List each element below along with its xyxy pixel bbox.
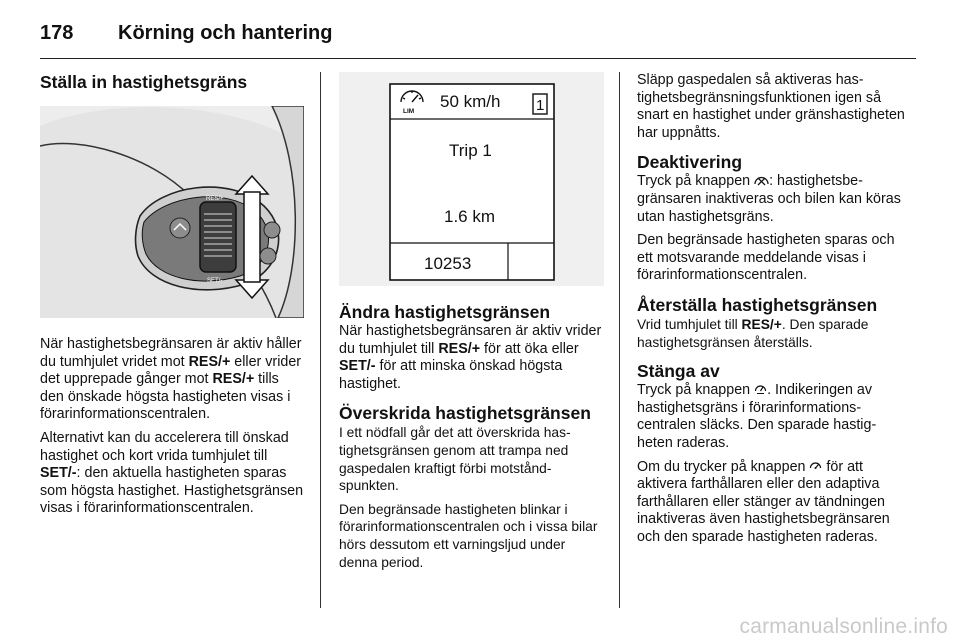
paragraph-change-limit: När hastighetsbegränsaren är aktiv vrider du tumhjulet till RES/+ för att öka eller SET/- för att minska önskad högsta hastighet. <box>339 323 602 392</box>
paragraph-exceed-limit-2: Den begränsade hastigheten blinkar i förarinformationscentralen och i vissa bilar hörs dessutom ett varningsljud under denna period. <box>339 501 598 570</box>
watermark: carmanualsonline.info <box>739 615 948 638</box>
speed-limiter-button-icon <box>754 382 767 395</box>
page-number: 178 <box>40 22 74 44</box>
paragraph-turn-off-1: Tryck på knappen . Indikeringen av hastighetsgräns i förarinformationscentralen släcks. Den sparade hastigheten raderas. <box>637 382 877 451</box>
section-heading-turn-off: Stänga av <box>637 361 720 382</box>
paragraph-reset-limit: Vrid tumhjulet till RES/+. Den sparade hastighetsgränsen återställs. <box>637 316 869 350</box>
paragraph-release-pedal: Släpp gaspedalen så aktiveras hastighetsbegränsningsfunktionen igen så snart en hastighet under gränshastigheten har uppnåtts. <box>637 72 905 141</box>
lim-indicator: LIM <box>403 108 415 115</box>
display-page-indicator: 1 <box>536 97 545 114</box>
section-heading-exceed-limit: Överskrida hastighetsgränsen <box>339 403 591 424</box>
driver-info-display-illustration <box>339 72 604 286</box>
display-odometer: 10253 <box>424 254 472 273</box>
wheel-set-label: SET/- <box>207 278 223 284</box>
paragraph-set-limit-2: Alternativt kan du accelerera till önskad hastighet och kort vrida tumhjulet till SET/-: den aktuella hastigheten sparas som högsta hastighet. Hastighetsgränsen visas i förarinformationscentralen. <box>40 429 304 517</box>
display-trip-distance: 1.6 km <box>444 207 496 226</box>
paragraph-deactivate-2: Den begränsade hastigheten sparas och ett motsvarande meddelande visas i förarinformationscentralen. <box>637 232 895 284</box>
steering-wheel-illustration <box>40 106 304 318</box>
display-trip-label: Trip 1 <box>449 141 492 160</box>
display-speed: 50 km/h <box>440 92 501 111</box>
paragraph-exceed-limit-1: I ett nödfall går det att överskrida hastighetsgränsen genom att trampa ned gaspedalen kraftigt förbi motståndspunkten. <box>339 425 571 494</box>
page-header <box>40 18 920 58</box>
section-heading-change-limit: Ändra hastighetsgränsen <box>339 302 551 322</box>
header-rule <box>40 58 916 59</box>
section-heading-set-limit: Ställa in hastighetsgräns <box>40 72 248 92</box>
cancel-icon <box>754 175 769 186</box>
paragraph-set-limit-1: När hastighetsbegränsaren är aktiv håller du tumhjulet vridet mot RES/+ eller vrider det upprepade gånger mot RES/+ tills den önskade högsta hastigheten visas i förarinformationscentralen. <box>40 336 302 423</box>
column-2 <box>339 72 604 577</box>
paragraph-deactivate-1: Tryck på knappen : hastighetsbegränsaren inaktiveras och bilen kan köras utan hastighetsgräns. <box>637 173 901 225</box>
column-divider-1 <box>320 72 321 608</box>
column-3 <box>637 72 907 552</box>
running-title: Körning och hantering <box>118 22 333 44</box>
section-heading-reset-limit: Återställa hastighetsgränsen <box>637 294 878 315</box>
column-1 <box>40 72 304 524</box>
cruise-control-button-icon <box>809 459 822 472</box>
column-divider-2 <box>619 72 620 608</box>
wheel-res-label: RES/+ <box>206 196 224 202</box>
paragraph-turn-off-2: Om du trycker på knappen för att aktivera farthållaren eller den adaptiva farthållaren eller stänger av tändningen inaktiveras även hastighetsbegränsaren och den sparade hastigheten raderas. <box>637 458 890 545</box>
section-heading-deactivate: Deaktivering <box>637 152 743 173</box>
